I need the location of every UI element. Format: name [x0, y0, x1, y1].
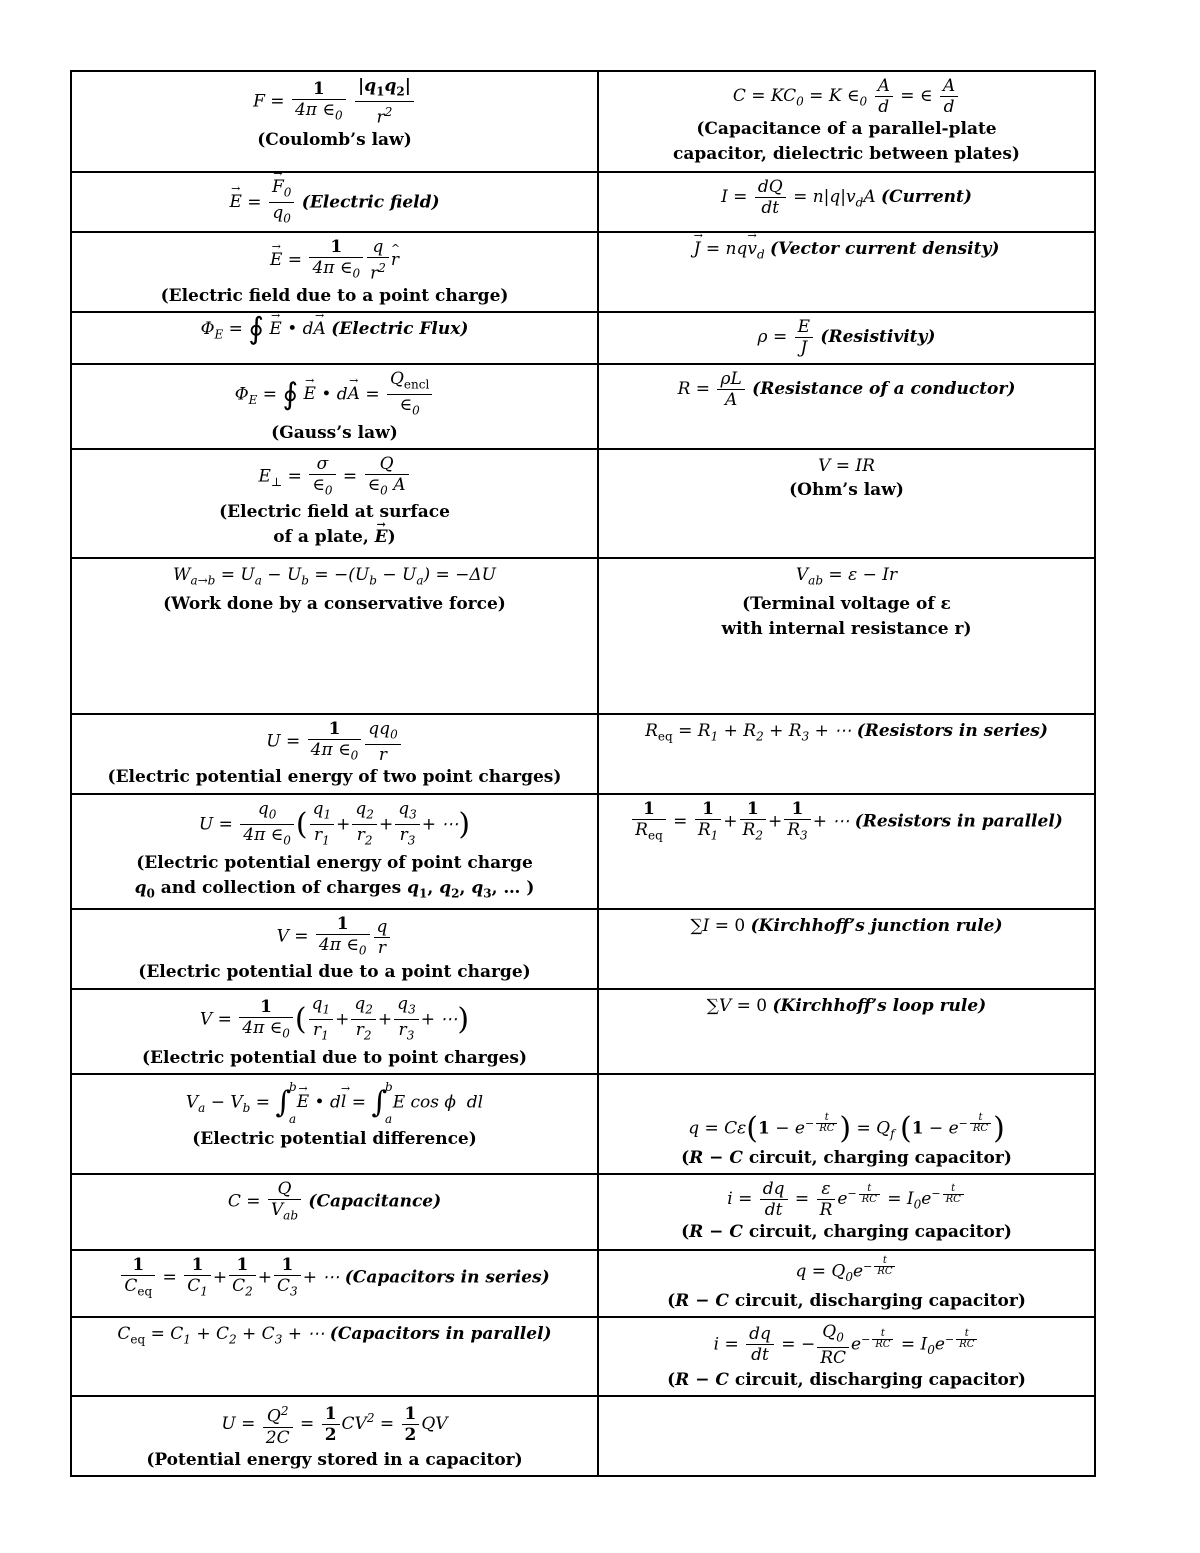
formula-equation: $q = Q_0e^{- \frac{t}{RC}}$	[605, 1255, 1088, 1289]
formula-label: circuit, charging capacitor)	[748, 1221, 1012, 1242]
formula-label: (Electric field at surface	[219, 502, 450, 523]
formula-cell-rc-charging-charge: $q = C\varepsilon(1 - e^{- \frac{t}{RC}}$ ) = $Q_f$ ($1 - e^{- \frac{t}{RC}}$ ) (R − C circuit, charging capacitor)	[598, 1074, 1095, 1174]
formula-cell-parallel-plate-capacitance	[598, 71, 1095, 172]
formula-equation: R = $\frac{\rho L}{A}$ (Resistance of a conductor)	[677, 369, 1016, 410]
formula-equation: ∑V = 0 (Kirchhoff’s loop rule)	[706, 995, 987, 1016]
formula-label: (Electric potential difference)	[192, 1128, 477, 1149]
formula-equation: $E_\perp$ = $\frac{\sigma}{\in_0}$ = $\frac{Q}{\in_0 A}$	[78, 454, 591, 500]
formula-label: (Electric potential due to a point charge)	[138, 962, 531, 983]
formula-label: (Resistors in series)	[856, 720, 1048, 741]
formula-equation: → $J = nq\to v_d$ (Vector current density)	[605, 237, 1088, 266]
formula-label: (Capacitance of a parallel-plate	[696, 119, 997, 139]
formula-equation: $R_{eq} = R_1 + R_2 + R_3$ + ⋯ (Resistors in series)	[645, 720, 1048, 744]
formula-label: of a plate,	[273, 527, 369, 548]
formula-label: (Resistors in parallel)	[854, 811, 1063, 832]
formula-cell-rc-discharging-current: i = $\frac{dq}{dt}$ = − $\frac{Q_0}{RC}$ $e^{- \frac{t}{RC}}$ = $I_0e^{- \frac{t}{RC}}$ (R − C circuit, discharging capacitor)	[598, 1317, 1095, 1396]
formula-equation: → E = → $\frac{F_0}{q_0}$ (Electric field)	[78, 177, 591, 229]
table-row	[71, 312, 1095, 364]
formula-cell-coulombs-law	[71, 71, 598, 172]
formula-equation: ρ = $\frac{E}{J}$ (Resistivity)	[757, 317, 936, 358]
table-row	[71, 558, 1095, 714]
formula-cell-potential-difference	[71, 1074, 598, 1174]
formula-cell-point-charges-potential	[71, 989, 598, 1074]
formula-equation: $\frac{1}{C_{eq}}$ = $\frac{1}{C_1}$ + $\frac{1}{C_2}$ + $\frac{1}{C_3}$ + ⋯ (Capacitors in series)	[78, 1255, 591, 1301]
formula-label: (Ohm’s law)	[789, 479, 904, 500]
formula-label: (Work done by a conservative force)	[163, 594, 506, 615]
formula-label: with internal resistance r)	[721, 619, 972, 640]
formula-label: (Coulomb’s law)	[257, 130, 412, 151]
formula-cell-current-density	[598, 232, 1095, 312]
empty-cell	[598, 1396, 1095, 1476]
formula-cell-point-charge-potential	[71, 909, 598, 989]
table-row	[71, 1396, 1095, 1476]
formula-cell-rc-discharging-charge: $q = Q_0e^{- \frac{t}{RC}}$ (R − C circuit, discharging capacitor)	[598, 1250, 1095, 1317]
formula-label: (Kirchhoff’s junction rule)	[750, 915, 1003, 936]
formula-cell-electric-field	[71, 172, 598, 232]
formula-equation: V = $\frac{1}{4\pi \in_0}$ ( $\frac{q_1}{r_1}$ + $\frac{q_2}{r_2}$ + $\frac{q_3}{r_3}$ + ⋯)	[199, 993, 470, 1043]
formula-label: (Electric field due to a point charge)	[160, 285, 509, 306]
table-row	[71, 1250, 1095, 1317]
formula-cell-resistors-series	[598, 714, 1095, 794]
formula-equation: C = $\frac{Q}{V_{ab}}$ (Capacitance)	[227, 1178, 442, 1223]
formula-cell-plate-surface-field: $E_\perp$ = $\frac{\sigma}{\in_0}$ = $\frac{Q}{\in_0 A}$ (Electric field at surface of a plate, → E)	[71, 449, 598, 558]
table-row	[71, 989, 1095, 1074]
formula-label: (Potential energy stored in a capacitor)	[146, 1449, 523, 1470]
table-row	[71, 1074, 1095, 1174]
formula-label: (Capacitors in parallel)	[329, 1323, 552, 1344]
formula-cell-conservative-work	[71, 558, 598, 714]
formula-equation: $\frac{1}{R_{eq}}$ = $\frac{1}{R_1}$ + $\frac{1}{R_2}$ + $\frac{1}{R_3}$ + ⋯ (Resistors in parallel)	[605, 799, 1088, 845]
formula-label: (Resistance of a conductor)	[752, 379, 1016, 399]
formula-cell-capacitor-energy	[71, 1396, 598, 1476]
formula-cell-point-charge-field	[71, 232, 598, 312]
formula-label: (Electric field)	[301, 192, 440, 213]
formula-sheet-table	[70, 70, 1096, 1477]
formula-equation: i = $\frac{dq}{dt}$ = − $\frac{Q_0}{RC}$ $e^{- \frac{t}{RC}}$ = $I_0e^{- \frac{t}{RC}}$	[605, 1322, 1088, 1368]
formula-cell-gauss-law	[71, 364, 598, 449]
formula-label: (Capacitors in series)	[344, 1267, 550, 1288]
formula-equation: $q = C\varepsilon(1 - e^{- \frac{t}{RC}}$ ) = $Q_f$ ($1 - e^{- \frac{t}{RC}}$ )	[688, 1110, 1005, 1146]
formula-equation: $C_{eq} = C_1 + C_2 + C_3$ + ⋯ (Capacitors in parallel)	[117, 1323, 552, 1347]
formula-equation: $\Phi_E$ = ∮ → E • d→ A (Electric Flux)	[78, 317, 591, 346]
table-row	[71, 232, 1095, 312]
formula-cell-electric-flux	[71, 312, 598, 364]
formula-equation: U = $\frac{q_0}{4\pi \in_0}$ ( $\frac{q_1}{r_1}$ + $\frac{q_2}{r_2}$ + $\frac{q_3}{r_3}$ + ⋯)	[198, 798, 471, 848]
formula-cell-resistance-conductor	[598, 364, 1095, 449]
formula-cell-capacitors-parallel	[71, 1317, 598, 1396]
formula-label: circuit, discharging capacitor)	[734, 1290, 1026, 1311]
formula-cell-ohms-law	[598, 449, 1095, 558]
formula-label: (Kirchhoff’s loop rule)	[772, 995, 987, 1016]
table-row	[71, 449, 1095, 558]
formula-label: (Capacitance)	[308, 1191, 442, 1212]
formula-cell-charge-collection-energy: U = $\frac{q_0}{4\pi \in_0}$ ( $\frac{q_1}{r_1}$ + $\frac{q_2}{r_2}$ + $\frac{q_3}{r_3}$ + ⋯) (Electric potential energy of point charge $q_0$ and collection of charges $q_1$, $q_2$, $q_3$, … )	[71, 794, 598, 909]
formula-equation: $V_a - V_b = \int b$ a→ E • d→ l = ∫b aE cos ϕ dl	[78, 1079, 591, 1127]
formula-cell-resistors-parallel	[598, 794, 1095, 909]
formula-equation: $W_{a\to b} = U_a - U_b = -(U_b - U_a) = -\Delta U$	[172, 564, 497, 588]
table-row	[71, 714, 1095, 794]
table-row	[71, 364, 1095, 449]
formula-equation: V = IR	[818, 455, 875, 476]
formula-equation: → E = $\frac{1}{4\pi \in_0}$ $\frac{q}{r^2}$ ^ r	[78, 237, 591, 284]
formula-label: capacitor, dielectric between plates)	[673, 144, 1020, 164]
formula-label: and collection of charges	[160, 877, 402, 898]
formula-equation: U = $\frac{1}{4\pi \in_0}$ $\frac{qq_0}{r}$	[78, 719, 591, 765]
table-row	[71, 1174, 1095, 1250]
formula-label: (Electric Flux)	[331, 319, 469, 339]
formula-label: (Electric potential due to point charges)	[141, 1047, 528, 1068]
formula-cell-terminal-voltage	[598, 558, 1095, 714]
formula-label: (Vector current density)	[770, 239, 1000, 259]
formula-equation: U = $\frac{Q^2}{2C}$ = $\frac{1}{2}$ $CV^2$ = $\frac{1}{2}$ QV	[78, 1401, 591, 1448]
formula-equation: V = $\frac{1}{4\pi \in_0}$ $\frac{q}{r}$	[78, 914, 591, 960]
formula-cell-resistivity	[598, 312, 1095, 364]
formula-cell-two-charge-energy	[71, 714, 598, 794]
formula-cell-current	[598, 172, 1095, 232]
formula-label: (Electric potential energy of point charge	[136, 852, 533, 873]
formula-label: (Gauss’s law)	[271, 422, 398, 443]
table-row	[71, 71, 1095, 172]
formula-equation: $V_{ab} = \varepsilon - Ir$	[795, 564, 898, 588]
formula-equation: $\Phi_E$ = ∮ → E • d→ A = $\frac{Q_{encl}}{\in_0}$	[78, 369, 591, 421]
formula-equation: I = $\frac{dQ}{dt}$ = $n|q|v_dA$ (Current)	[721, 177, 972, 218]
table-row	[71, 909, 1095, 989]
formula-cell-junction-rule	[598, 909, 1095, 989]
formula-equation: i = $\frac{dq}{dt}$ = $\frac{\varepsilon}{R}$ $e^{- \frac{t}{RC}}$ = $I_0e^{- \frac{t}{RC}}$	[605, 1179, 1088, 1220]
formula-cell-capacitance	[71, 1174, 598, 1250]
formula-cell-capacitors-series	[71, 1250, 598, 1317]
formula-equation: F = $\frac{1}{4\pi \in_0}$ $\frac{|q_1q_2|}{r^2}$	[78, 76, 591, 128]
table-row	[71, 172, 1095, 232]
formula-equation: $C = KC_0 = K$ $\in_0$ $\frac{A}{d}$ = ∈ $\frac{A}{d}$	[605, 76, 1088, 117]
table-row	[71, 1317, 1095, 1396]
formula-cell-loop-rule	[598, 989, 1095, 1074]
formula-label: (Resistivity)	[820, 327, 936, 347]
table-row	[71, 794, 1095, 909]
formula-label: (Terminal voltage of ε	[742, 594, 951, 615]
formula-cell-rc-charging-current: i = $\frac{dq}{dt}$ = $\frac{\varepsilon}{R}$ $e^{- \frac{t}{RC}}$ = $I_0e^{- \frac{t}{RC}}$ (R − C circuit, charging capacitor)	[598, 1174, 1095, 1250]
formula-equation: ∑I = 0 (Kirchhoff’s junction rule)	[690, 915, 1003, 936]
formula-label: (Current)	[881, 187, 972, 207]
formula-label: circuit, discharging capacitor)	[734, 1370, 1026, 1391]
formula-label: (Electric potential energy of two point charges)	[107, 767, 562, 788]
formula-label: circuit, charging capacitor)	[748, 1147, 1012, 1168]
